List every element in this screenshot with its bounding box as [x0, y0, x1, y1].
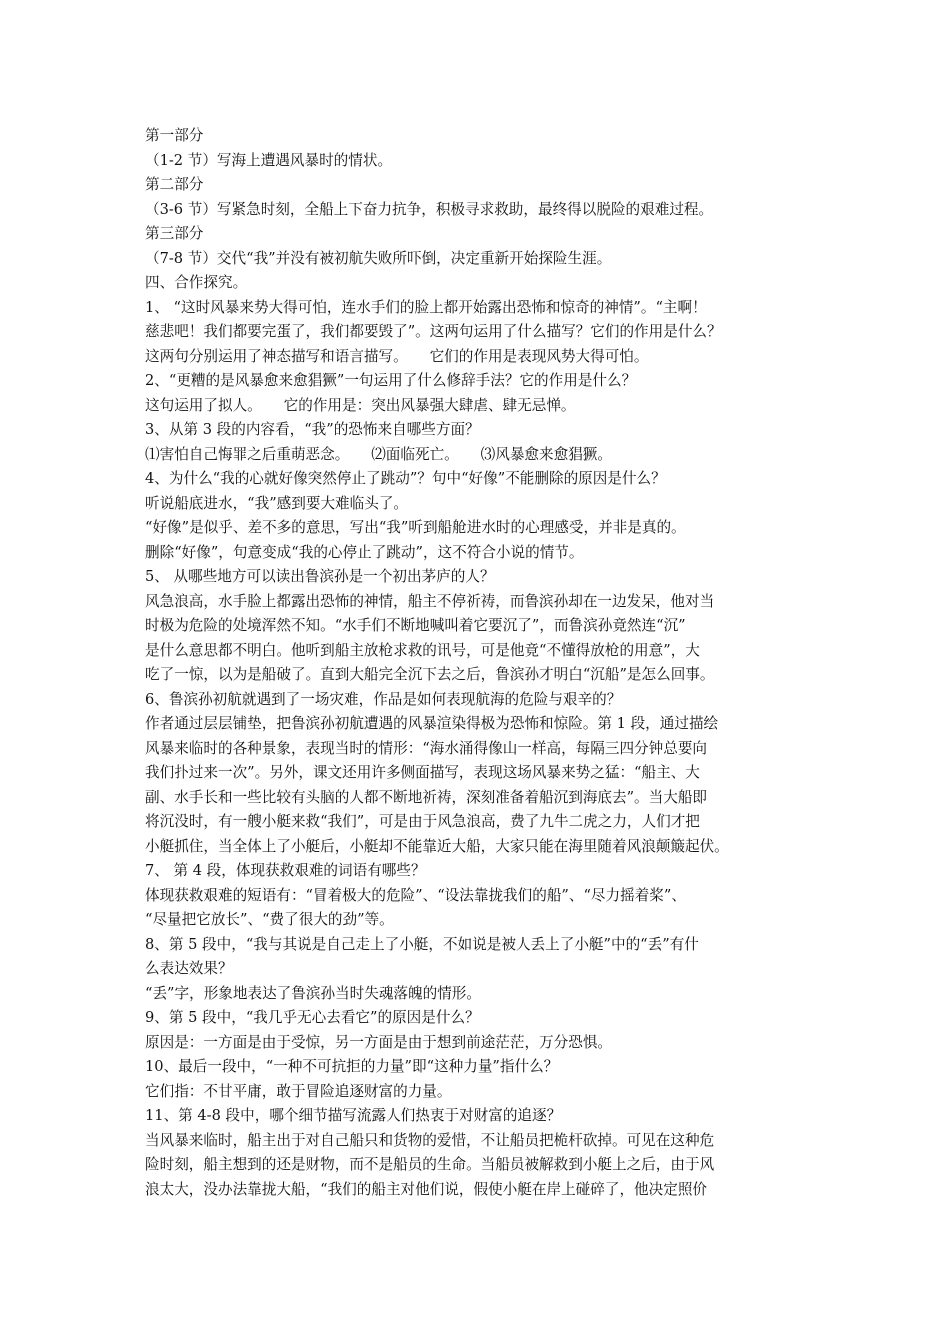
- answer-line: 我们扑过来一次”。另外，课文还用许多侧面描写，表现这场风暴来势之猛：“船主、大: [145, 764, 700, 781]
- answer-line: 险时刻，船主想到的还是财物，而不是船员的生命。当船员被解救到小艇上之后，由于风: [145, 1156, 715, 1173]
- answer-line: 删除“好像”，句意变成“我的心停止了跳动”，这不符合小说的情节。: [145, 543, 584, 561]
- section-heading-cooperative-inquiry: 四、合作探究。: [145, 274, 248, 291]
- section-heading-part-one: 第一部分: [145, 127, 204, 144]
- question-line: 3、从第 3 段的内容看，“我”的恐怖来自哪些方面？: [145, 421, 480, 438]
- question-line: 1、 “这时风暴来势大得可怕，连水手们的脸上都开始露出恐怖和惊奇的神情”。“主啊！: [145, 298, 707, 316]
- answer-line: 它们指：不甘平庸，敢于冒险追逐财富的力量。: [145, 1082, 452, 1100]
- question-line: 7、 第 4 段，体现获救艰难的词语有哪些？: [145, 862, 426, 879]
- answer-line: 吃了一惊，以为是船破了。直到大船完全沉下去之后，鲁滨孙才明白“沉船”是怎么回事。: [145, 666, 715, 683]
- text-line: （7-8 节）交代“我”并没有被初航失败所吓倒，决定重新开始探险生涯。: [145, 249, 612, 267]
- answer-line: “丢”字，形象地表达了鲁滨孙当时失魂落魄的情形。: [145, 984, 481, 1002]
- question-line: 8、第 5 段中，“我与其说是自己走上了小艇，不如说是被人丢上了小艇”中的“丢”有什: [145, 935, 699, 953]
- answer-line: 听说船底进水，“我”感到要大难临头了。: [145, 494, 409, 512]
- answer-line: “尽量把它放长”、“费了很大的劲”等。: [145, 911, 394, 928]
- question-line: 2、“更糟的是风暴愈来愈猖獗”一句运用了什么修辞手法？它的作用是什么？: [145, 372, 637, 389]
- question-line: 5、 从哪些地方可以读出鲁滨孙是一个初出茅庐的人？: [145, 568, 495, 585]
- question-line: 10、最后一段中，“一种不可抗拒的力量”即“这种力量”指什么？: [145, 1058, 559, 1075]
- section-heading-part-three: 第三部分: [145, 225, 204, 242]
- answer-line: 原因是：一方面是由于受惊，另一方面是由于想到前途茫茫，万分恐惧。: [145, 1033, 613, 1051]
- answer-line: 小艇抓住，当全体上了小艇后，小艇却不能靠近大船，大家只能在海里随着风浪颠簸起伏。: [145, 837, 729, 855]
- question-line: 9、第 5 段中，“我几乎无心去看它”的原因是什么？: [145, 1009, 480, 1026]
- text-line: （1-2 节）写海上遭遇风暴时的情状。: [145, 151, 393, 169]
- answer-line: 时极为危险的处境浑然不知。“水手们不断地喊叫着它要沉了”，而鲁滨孙竟然连“沉”: [145, 617, 686, 634]
- question-line: 6、鲁滨孙初航就遇到了一场灾难，作品是如何表现航海的危险与艰辛的？: [145, 690, 622, 708]
- question-line: 么表达效果？: [145, 960, 233, 977]
- document-body: [145, 124, 815, 1202]
- question-line: 11、第 4-8 段中，哪个细节描写流露人们热衷于对财富的追逐？: [145, 1107, 562, 1124]
- section-heading-part-two: 第二部分: [145, 176, 204, 193]
- answer-line: 这句运用了拟人。 它的作用是：突出风暴强大肆虐、肆无忌惮。: [145, 396, 576, 414]
- answer-line: 浪太大，没办法靠拢大船，“我们的船主对他们说，假使小艇在岸上碰碎了，他决定照价: [145, 1180, 708, 1198]
- answer-line: 体现获救艰难的短语有：“冒着极大的危险”、“设法靠拢我们的船”、“尽力摇着桨”、: [145, 886, 686, 904]
- answer-line: 风暴来临时的各种景象，表现当时的情形：“海水涌得像山一样高，每隔三四分钟总要向: [145, 739, 708, 757]
- answer-line: 当风暴来临时，船主出于对自己船只和货物的爱惜，不让船员把桅杆砍掉。可见在这种危: [145, 1131, 715, 1149]
- answer-line: 将沉没时，有一艘小艇来救“我们”，可是由于风急浪高，费了九牛二虎之力，人们才把: [145, 813, 700, 830]
- answer-line: 风急浪高，水手脸上都露出恐怖的神情，船主不停祈祷，而鲁滨孙却在一边发呆，他对当: [145, 592, 715, 610]
- question-line: 4、为什么“我的心就好像突然停止了跳动”？句中“好像”不能删除的原因是什么？: [145, 470, 666, 487]
- answer-line: ⑴害怕自己悔罪之后重萌恶念。 ⑵面临死亡。 ⑶风暴愈来愈猖獗。: [145, 445, 612, 463]
- answer-line: 副、水手长和一些比较有头脑的人都不断地祈祷，深刻准备着船沉到海底去”。当大船即: [145, 788, 708, 806]
- question-line: 慈悲吧！我们都要完蛋了，我们都要毁了”。这两句运用了什么描写？它们的作用是什么？: [145, 323, 722, 340]
- answer-line: 是什么意思都不明白。他听到船主放枪求救的讯号，可是他竟“不懂得放枪的用意”，大: [145, 641, 700, 659]
- answer-line: 这两句分别运用了神态描写和语言描写。 它们的作用是表现风势大得可怕。: [145, 347, 649, 365]
- text-line: （3-6 节）写紧急时刻，全船上下奋力抗争，积极寻求救助，最终得以脱险的艰难过程。: [145, 200, 714, 218]
- answer-line: “好像”是似乎、差不多的意思，写出“我”听到船舱进水时的心理感受，并非是真的。: [145, 519, 686, 536]
- answer-line: 作者通过层层铺垫，把鲁滨孙初航遭遇的风暴渲染得极为恐怖和惊险。第 1 段，通过描绘: [145, 715, 719, 732]
